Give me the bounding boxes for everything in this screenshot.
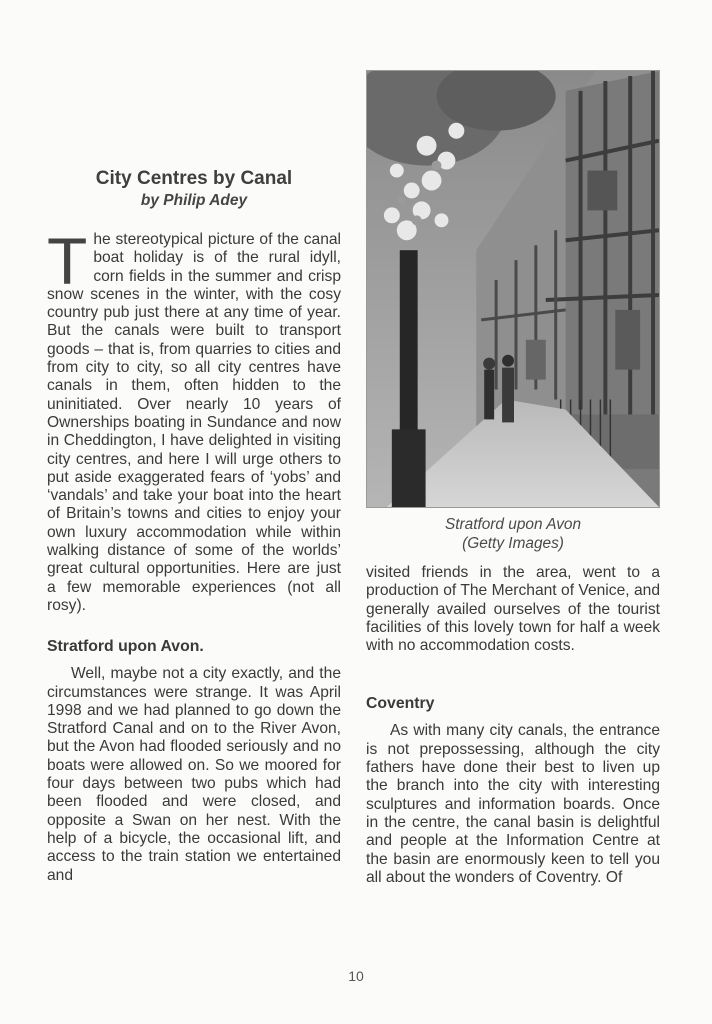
intro-text: he stereotypical picture of the canal boat holiday is of the rural idyll, corn fields in the summer and crisp snow scenes in the winter, with the cosy country pub just there at any time of year. But the canals were built to transport goods – that is, from quarries to cities and from city to city, so all city centres have canals in them, often hidden to the uninitiated. Over nearly 10 years of Ownerships boating in Sundance and now in Cheddington, I have delighted in visiting city centres, and here I will urge others to put aside exaggerated fears of ‘yobs’ and ‘vandals’ and take your boat into the heart of Britain’s towns and cities to enjoy your own luxury accommodation while within walking distance of some of the worlds’ great cultural opportunities. Here are just a few memorable experiences (not all rosy). (47, 231, 341, 614)
stratford-paragraph: Well, maybe not a city exactly, and the circumstances were strange. It was April 1998 and we had planned to go down the Stratford Canal and on to the River Avon, but the Avon had flooded seriously and no boats were allowed on. So we moored for four days between two pubs which had been flooded and were closed, and opposite a Swan on her nest. With the help of a bicycle, the occasional lift, and access to the train station we entertained and (47, 665, 341, 884)
stratford-photo (366, 70, 660, 508)
section-heading-stratford: Stratford upon Avon. (47, 638, 204, 656)
article-title: City Centres by Canal (95, 168, 293, 189)
section-heading-coventry: Coventry (366, 695, 435, 713)
article-byline: by Philip Adey (140, 192, 248, 209)
page-number: 10 (348, 968, 364, 984)
photo-caption (366, 515, 660, 553)
stratford-continued-paragraph: visited friends in the area, went to a production of The Merchant of Venice, and generally availed ourselves of the tourist facilities of this lovely town for half a week with no accommodation costs. (366, 564, 660, 655)
left-column (47, 168, 341, 885)
caption-credit: (Getty Images) (462, 535, 564, 552)
right-column (366, 70, 660, 887)
intro-paragraph (47, 224, 341, 615)
drop-cap: T (47, 224, 88, 298)
coventry-paragraph: As with many city canals, the entrance is not prepossessing, although the city fathers have done their best to liven up the branch into the city with interesting sculptures and information boards. Once in the centre, the canal basin is delightful and people at the Information Centre at the basin are enormously keen to tell you all about the wonders of Coventry. Of (366, 722, 660, 886)
caption-title: Stratford upon Avon (444, 516, 582, 533)
